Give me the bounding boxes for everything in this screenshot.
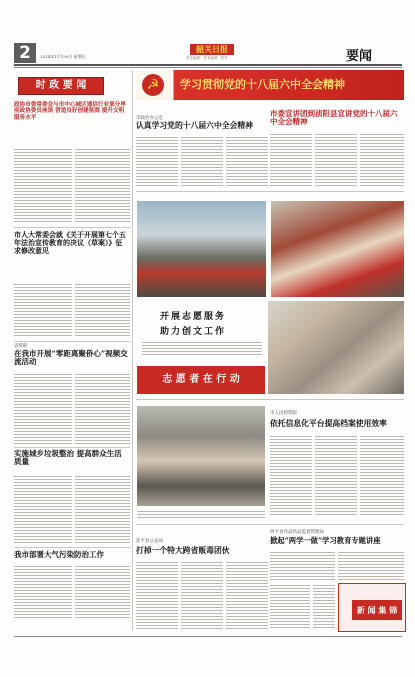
news-photo-crowd xyxy=(137,406,265,506)
divider xyxy=(136,191,404,192)
divider xyxy=(136,524,404,525)
article-left-kicker: 市政府办公室 xyxy=(136,116,163,121)
article-bl-kicker: 连平县公安局 xyxy=(136,539,163,544)
banner-text: 学习贯彻党的十八届六中全会精神 xyxy=(180,78,345,91)
article-br2-body-2 xyxy=(338,550,404,580)
page-number-block xyxy=(14,43,36,63)
photo-caption xyxy=(137,509,265,520)
article-right-body-2 xyxy=(315,132,357,187)
date-line: 2014年11月30日 星期日 xyxy=(40,54,86,59)
volunteer-slogan-2: 助力创文工作 xyxy=(160,327,227,337)
volunteer-photo-2 xyxy=(271,201,404,297)
header-rule-thin xyxy=(14,67,402,68)
article-br2-headline: 掀起“两学一做”学习教育专题讲座 xyxy=(270,536,381,545)
body-3b xyxy=(75,372,130,444)
lead-headline: 政协市委常委会与市中心城区通信行业部分界别政协委员座谈 营造良好创建氛围 提升文明服务水平 xyxy=(14,102,126,121)
article-br-kicker: 市人民检察院 xyxy=(270,411,297,416)
article-bl-body-2 xyxy=(181,560,223,630)
article-right-headline: 市委宣讲团到浈阳县宣讲党的十八届六中全会精神 xyxy=(270,109,398,127)
headline-5: 我市部署大气污染防治工作 xyxy=(14,550,104,559)
party-emblem-icon: ☭ xyxy=(142,74,164,96)
headline-3: 在我市开展“零距离聚侨心”视频交流活动 xyxy=(14,349,128,367)
kicker-3: 省侨联 xyxy=(14,344,28,349)
article-left-body-3 xyxy=(226,135,268,187)
article-left-body xyxy=(136,135,178,187)
article-left-headline: 认真学习党的十八届六中全会精神 xyxy=(136,121,253,130)
brief-box-body xyxy=(313,583,335,630)
masthead: 韶关日报 xyxy=(190,44,234,55)
brief-box-label xyxy=(352,600,402,620)
body-4 xyxy=(14,474,72,544)
article-bl-body xyxy=(136,560,178,630)
article-br-body-3 xyxy=(360,434,404,516)
article-bl-headline: 打掉一个特大跨省贩毒团伙 xyxy=(136,546,230,555)
divider xyxy=(14,447,130,448)
meta-line: 责任编辑 · 美术编辑 · 校对 xyxy=(186,56,228,60)
article-br-headline: 依托信息化平台提高档案使用效率 xyxy=(270,419,387,428)
article-left-body-2 xyxy=(181,135,223,187)
article-br2-body-3 xyxy=(270,583,310,630)
article-right-body-3 xyxy=(360,132,404,187)
divider xyxy=(14,547,130,548)
body-5b xyxy=(75,564,130,620)
lead-body xyxy=(14,147,72,223)
volunteer-slogan-1: 开展志愿服务 xyxy=(160,312,227,322)
article-br-body-2 xyxy=(315,434,357,516)
headline-4: 实施城乡垃圾整治 提高群众生活质量 xyxy=(14,449,122,467)
brief-box-label-text: 新 闻 集 锦 xyxy=(356,605,398,615)
column-rule xyxy=(132,70,133,630)
article-br2-kicker: 西平县食品药品监督管理局 xyxy=(270,530,324,535)
volunteer-photo-3 xyxy=(268,301,404,394)
article-right-body xyxy=(270,132,312,187)
article-br2-body xyxy=(270,550,335,580)
body-2 xyxy=(14,282,72,338)
body-3 xyxy=(14,372,72,444)
volunteer-photo-1 xyxy=(137,201,266,297)
body-5 xyxy=(14,564,72,620)
news-column-label-text: 时 政 要 闻 xyxy=(35,80,87,91)
volunteer-band xyxy=(137,366,265,394)
article-br-body xyxy=(270,434,312,516)
body-2b xyxy=(75,282,130,338)
news-column-label xyxy=(18,77,104,95)
volunteer-caption xyxy=(142,340,262,356)
lead-body-2 xyxy=(75,147,130,223)
headline-2: 市人大常委会就《关于开展第七个五年法治宣传教育的决议（草案）》征求修改意见 xyxy=(14,230,126,255)
footer-rule xyxy=(14,636,402,637)
section-title: 要闻 xyxy=(346,49,373,64)
header-rule xyxy=(14,64,402,66)
body-4b xyxy=(75,474,130,544)
divider xyxy=(136,399,404,400)
article-bl-body-3 xyxy=(226,560,268,630)
divider xyxy=(14,227,130,228)
page-number: 2 xyxy=(19,43,31,63)
theme-banner xyxy=(136,70,404,100)
volunteer-band-text: 志 愿 者 在 行 动 xyxy=(162,374,240,385)
divider xyxy=(14,341,130,342)
